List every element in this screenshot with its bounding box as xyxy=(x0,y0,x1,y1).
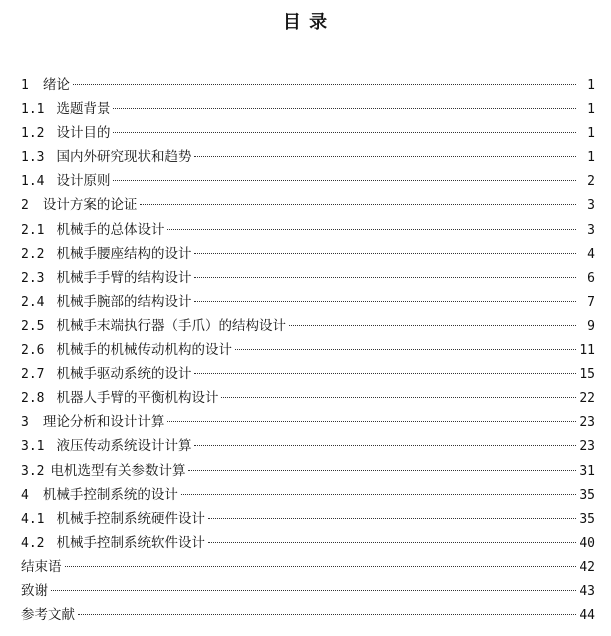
toc-entry-page: 15 xyxy=(579,367,595,383)
toc-entry-title: 设计目的 xyxy=(56,125,111,142)
toc-entry-title: 机械手手臂的结构设计 xyxy=(56,269,192,286)
toc-dot-leader xyxy=(167,229,576,230)
toc-entry-page: 31 xyxy=(579,463,595,479)
toc-entry-title: 设计方案的论证 xyxy=(42,197,138,214)
table-of-contents xyxy=(21,73,595,627)
toc-entry-number: 1.3 xyxy=(21,150,45,166)
toc-entry[interactable] xyxy=(21,193,595,217)
toc-entry-number: 2 xyxy=(21,198,29,214)
toc-entry-page: 43 xyxy=(579,583,595,599)
toc-dot-leader xyxy=(194,445,576,446)
toc-entry-title: 结束语 xyxy=(21,558,62,575)
toc-dot-leader xyxy=(194,301,576,302)
toc-entry-page: 23 xyxy=(579,439,595,455)
toc-entry-page: 35 xyxy=(579,487,595,503)
toc-entry-title: 理论分析和设计计算 xyxy=(42,414,165,431)
toc-entry-title: 致谢 xyxy=(21,582,48,599)
toc-entry-title: 机械手控制系统软件设计 xyxy=(56,534,205,551)
toc-entry-title: 机械手驱动系统的设计 xyxy=(56,366,192,383)
toc-entry[interactable] xyxy=(21,386,595,410)
toc-entry-page: 1 xyxy=(587,78,595,93)
toc-dot-leader xyxy=(235,349,576,350)
toc-entry-number: 2.3 xyxy=(21,270,45,286)
toc-entry[interactable] xyxy=(21,531,595,555)
toc-entry-number: 2.4 xyxy=(21,294,45,310)
toc-dot-leader xyxy=(194,253,576,254)
toc-entry-page: 40 xyxy=(579,535,595,551)
toc-entry-page: 1 xyxy=(587,150,595,166)
toc-entry-number: 1.4 xyxy=(21,174,45,190)
toc-entry[interactable] xyxy=(21,555,595,579)
toc-dot-leader xyxy=(208,542,576,543)
toc-dot-leader xyxy=(188,470,576,471)
toc-entry-number: 1 xyxy=(21,78,29,93)
toc-entry-number: 4 xyxy=(21,487,29,503)
toc-entry-page: 3 xyxy=(587,222,595,238)
toc-entry[interactable] xyxy=(21,266,595,290)
toc-entry-page: 6 xyxy=(587,270,595,286)
toc-entry-page: 35 xyxy=(579,511,595,527)
toc-entry-number: 4.2 xyxy=(21,535,45,551)
toc-entry-title: 绪论 xyxy=(42,77,70,93)
toc-entry-title: 机械手末端执行器（手爪）的结构设计 xyxy=(56,317,286,334)
toc-entry-page: 4 xyxy=(587,246,595,262)
toc-dot-leader xyxy=(194,373,576,374)
toc-entry[interactable] xyxy=(21,242,595,266)
toc-dot-leader xyxy=(73,84,576,85)
toc-dot-leader xyxy=(194,277,576,278)
toc-entry-title: 电机选型有关参数计算 xyxy=(50,462,186,479)
toc-entry-title: 参考文献 xyxy=(21,607,75,624)
toc-entry-number: 2.5 xyxy=(21,318,45,334)
toc-dot-leader xyxy=(167,421,576,422)
toc-dot-leader xyxy=(51,590,576,591)
toc-entry[interactable] xyxy=(21,338,595,362)
toc-entry-title: 液压传动系统设计计算 xyxy=(56,438,192,455)
toc-entry-page: 1 xyxy=(587,126,595,142)
toc-entry-title: 选题背景 xyxy=(56,101,111,118)
toc-dot-leader xyxy=(65,566,577,567)
toc-dot-leader xyxy=(78,614,576,615)
toc-entry-title: 机械手腕部的结构设计 xyxy=(56,293,192,310)
toc-entry-title: 机械手的机械传动机构的设计 xyxy=(56,342,232,359)
toc-entry-number: 3.2 xyxy=(21,463,45,479)
toc-entry-title: 国内外研究现状和趋势 xyxy=(56,149,192,166)
toc-entry[interactable] xyxy=(21,507,595,531)
toc-dot-leader xyxy=(181,494,576,495)
toc-dot-leader xyxy=(113,180,576,181)
toc-entry[interactable] xyxy=(21,459,595,483)
toc-entry[interactable] xyxy=(21,73,595,97)
toc-dot-leader xyxy=(289,325,576,326)
toc-entry[interactable] xyxy=(21,410,595,434)
toc-entry-page: 11 xyxy=(579,343,595,359)
toc-entry-page: 3 xyxy=(587,198,595,214)
toc-entry-title: 机械手控制系统硬件设计 xyxy=(56,510,205,527)
toc-entry[interactable] xyxy=(21,362,595,386)
page-title: 目 录 xyxy=(282,12,329,33)
toc-entry-page: 42 xyxy=(579,559,595,575)
toc-entry-page: 9 xyxy=(587,318,595,334)
toc-entry-title: 机器人手臂的平衡机构设计 xyxy=(56,390,219,407)
toc-entry-title: 机械手腰座结构的设计 xyxy=(56,245,192,262)
toc-entry[interactable] xyxy=(21,483,595,507)
toc-entry[interactable] xyxy=(21,434,595,458)
toc-entry[interactable] xyxy=(21,218,595,242)
toc-entry-page: 2 xyxy=(587,174,595,190)
toc-entry-number: 1.1 xyxy=(21,102,45,118)
toc-entry-page: 7 xyxy=(587,294,595,310)
toc-entry[interactable] xyxy=(21,145,595,169)
toc-entry[interactable] xyxy=(21,290,595,314)
toc-entry[interactable] xyxy=(21,603,595,627)
toc-dot-leader xyxy=(221,397,576,398)
toc-entry-number: 2.6 xyxy=(21,343,45,359)
toc-entry[interactable] xyxy=(21,121,595,145)
toc-entry[interactable] xyxy=(21,169,595,193)
toc-entry-number: 2.8 xyxy=(21,391,45,407)
toc-entry-page: 23 xyxy=(579,415,595,431)
toc-dot-leader xyxy=(208,518,576,519)
toc-entry-number: 2.2 xyxy=(21,246,45,262)
toc-entry-title: 机械手控制系统的设计 xyxy=(42,486,178,503)
toc-entry[interactable] xyxy=(21,579,595,603)
toc-entry-number: 3 xyxy=(21,415,29,431)
toc-entry-number: 2.1 xyxy=(21,222,45,238)
toc-entry-title: 设计原则 xyxy=(56,173,111,190)
toc-entry-number: 1.2 xyxy=(21,126,45,142)
toc-entry-page: 44 xyxy=(579,608,595,624)
toc-entry[interactable] xyxy=(21,314,595,338)
toc-entry-page: 1 xyxy=(587,102,595,118)
toc-entry-page: 22 xyxy=(579,391,595,407)
toc-dot-leader xyxy=(113,108,576,109)
toc-entry-number: 2.7 xyxy=(21,367,45,383)
toc-dot-leader xyxy=(113,132,576,133)
toc-dot-leader xyxy=(194,156,576,157)
toc-dot-leader xyxy=(140,204,576,205)
toc-entry-title: 机械手的总体设计 xyxy=(56,221,165,238)
toc-entry-number: 3.1 xyxy=(21,439,45,455)
toc-entry-number: 4.1 xyxy=(21,511,45,527)
toc-entry[interactable] xyxy=(21,97,595,121)
